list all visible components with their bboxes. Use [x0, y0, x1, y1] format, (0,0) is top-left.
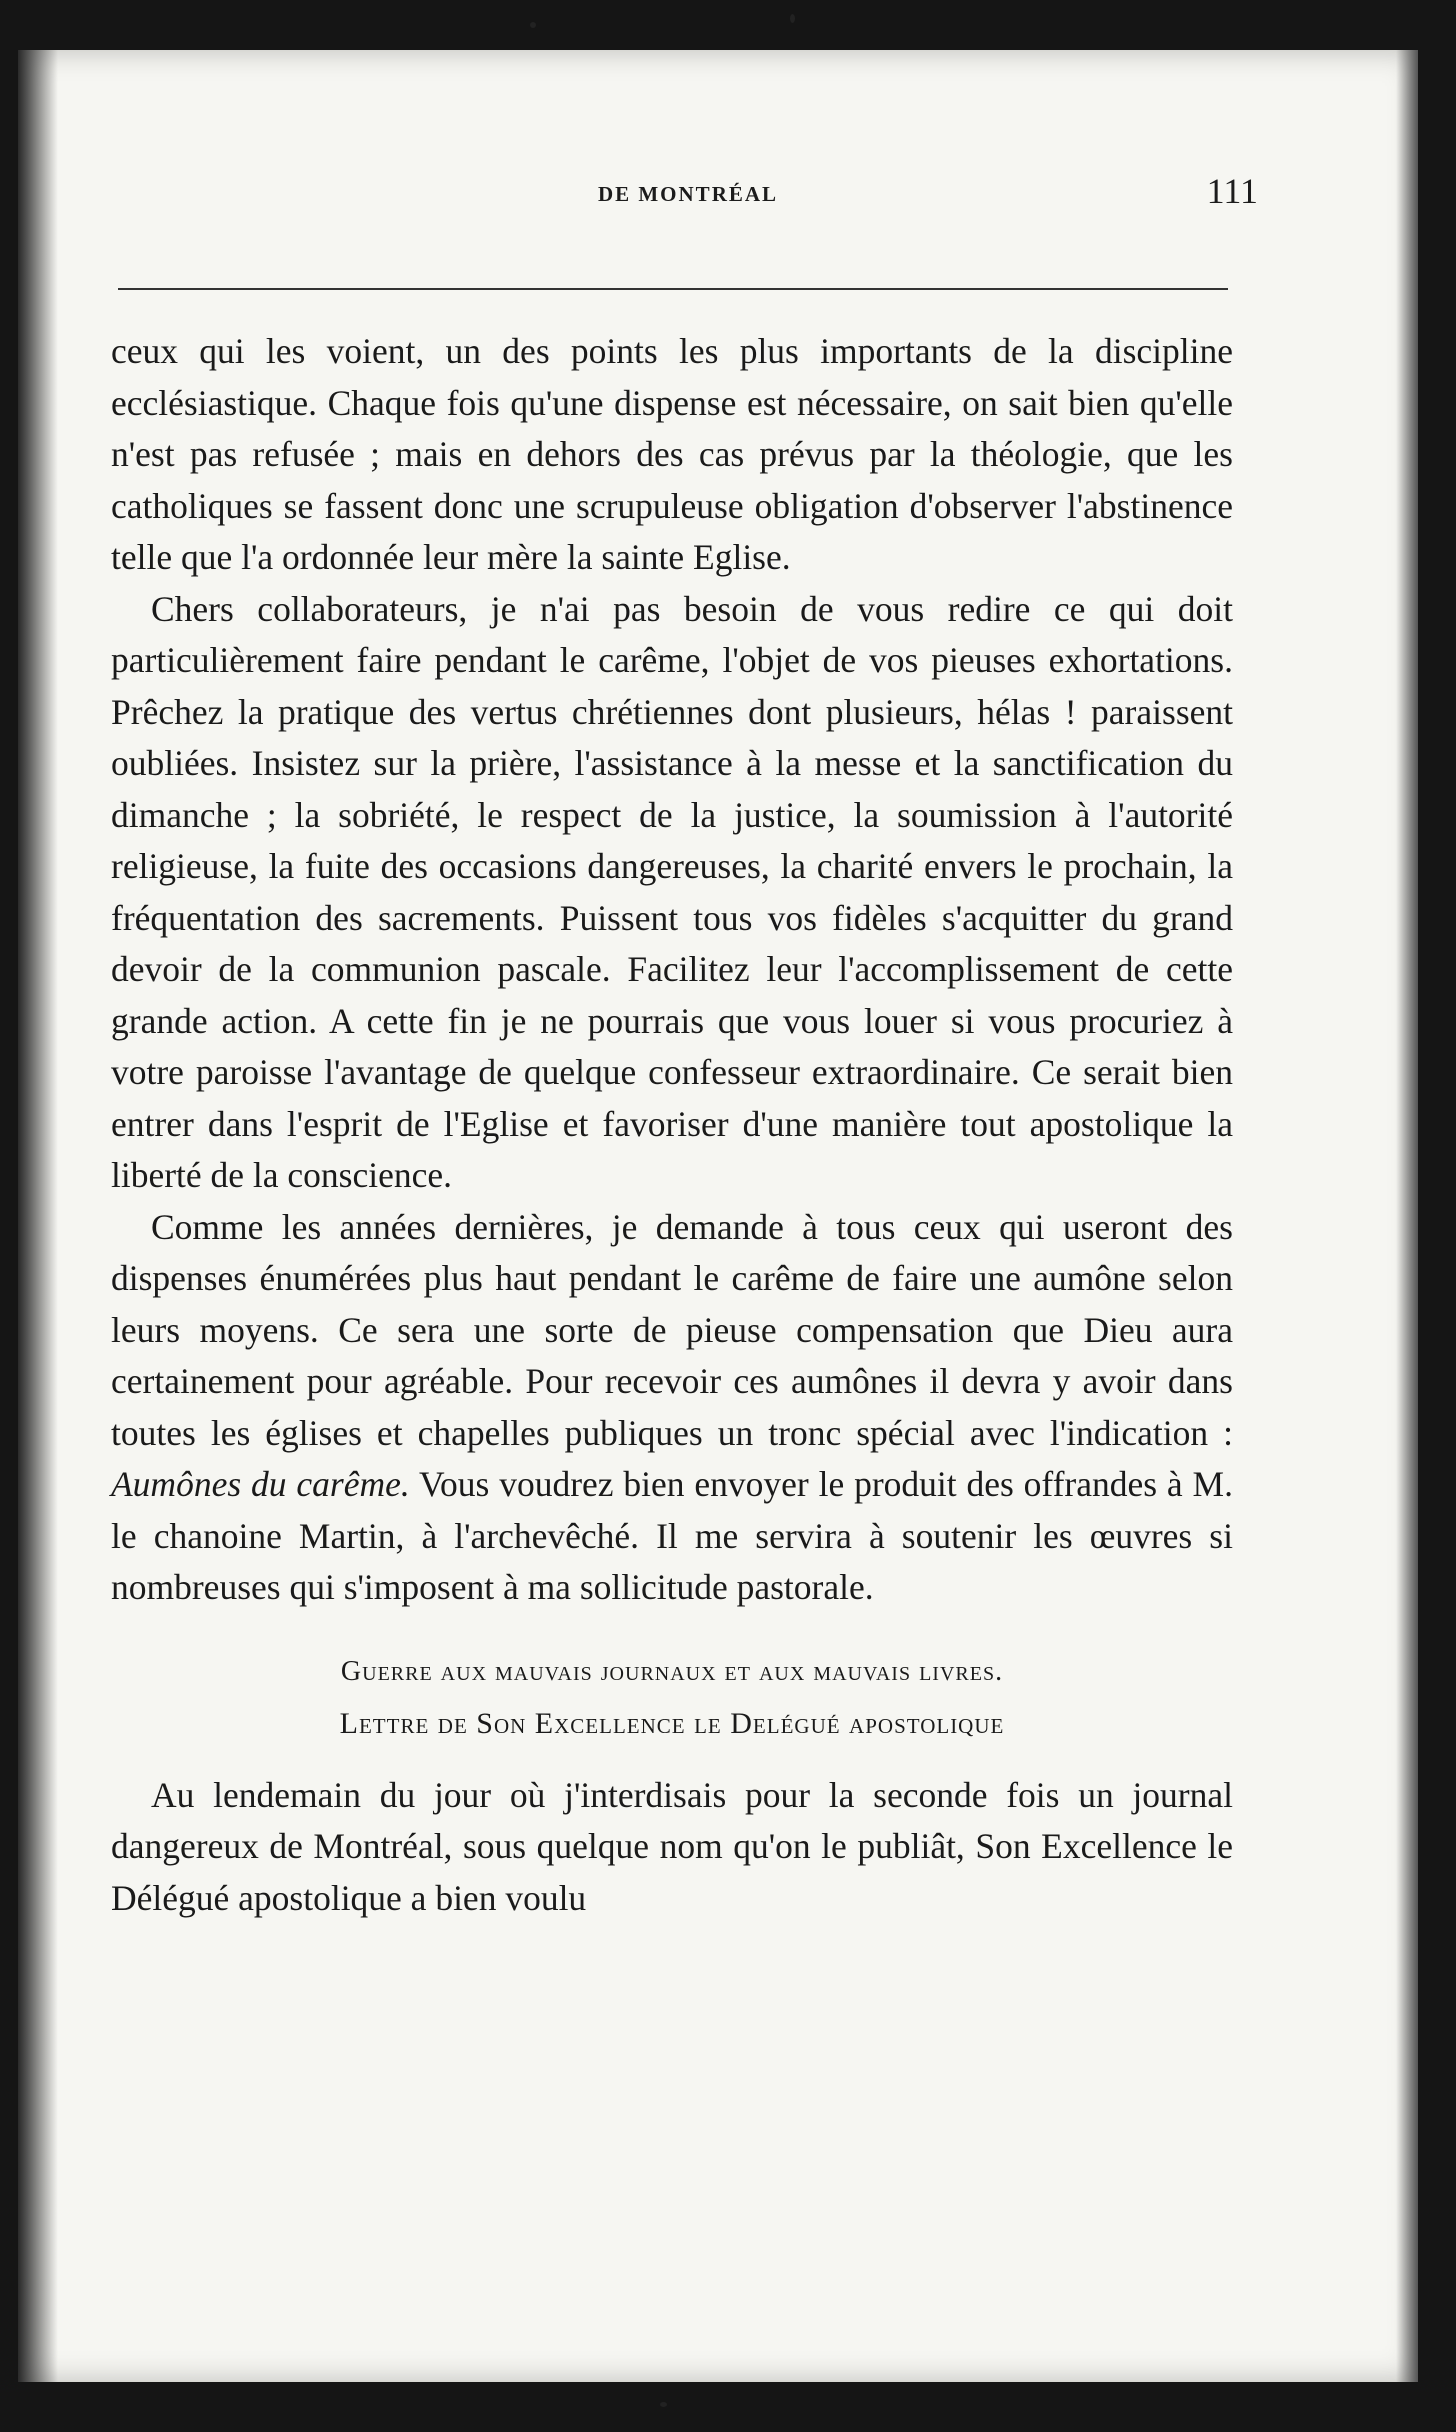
- binding-shadow: [18, 50, 58, 2382]
- running-header: [118, 170, 1258, 230]
- paragraph-2: Chers collaborateurs, je n'ai pas besoin de vous redire ce qui doit particulièrement faire pendant le carême, l'objet de vos pieuses exhortations. Prêchez la pratique des vertus chrétiennes dont plusieurs, hélas ! paraissent oubliées. Insistez sur la prière, l'assistance à la messe et la sanctification du dimanche ; la sobriété, le respect de la justice, la soumission à l'autorité religieuse, la fuite des occasions dangereuses, la charité envers le prochain, la fréquentation des sacrements. Puissent tous vos fidèles s'acquitter du grand devoir de la communion pascale. Facilitez leur l'accomplissement de cette grande action. A cette fin je ne pourrais que vous louer si vous procuriez à votre paroisse l'avantage de quelque confesseur extraordinaire. Ce serait bien entrer dans l'esprit de l'Eglise et favoriser d'une manière tout apostolique la liberté de la conscience.: [111, 588, 1233, 1195]
- scan-speck: [530, 22, 536, 28]
- section-heading: [111, 1646, 1233, 1750]
- paragraph-1: ceux qui les voient, un des points les plus importants de la discipline ecclésiastique. Chaque fois qu'une dispense est nécessaire, on sait bien qu'elle n'est pas refusée ; mais en dehors des cas prévus par la théologie, que les catholiques se fassent donc une scrupuleuse obligation d'observer l'abstinence telle que l'a ordonnée leur mère la sainte Eglise.: [111, 331, 1233, 577]
- header-rule: [118, 288, 1228, 290]
- paragraph-3: [111, 1202, 1233, 1614]
- running-title: DE MONTRÉAL: [597, 182, 779, 206]
- paragraph-3-text-before: Comme les années dernières, je demande à tous ceux qui useront des dispenses énumérées plus haut pendant le carême de faire une aumône selon leurs moyens. Ce sera une sorte de pieuse compensation que Dieu aura certainement pour agréable. Pour recevoir ces aumônes il devra y avoir dans toutes les églises et chapelles publiques un tronc spécial avec l'indication :: [111, 1206, 1233, 1453]
- page-number: 111: [1206, 171, 1258, 211]
- paragraph-3-text-after: Vous voudrez bien envoyer le produit des offrandes à M. le chanoine Martin, à l'archevêché. Il me servira à soutenir les œuvres si nombreuses qui s'imposent à ma sollicitude pastorale.: [111, 1464, 1233, 1607]
- body-text: [111, 326, 1233, 1924]
- paragraph-4: Au lendemain du jour où j'interdisais pour la seconde fois un journal dangereux de Montréal, sous quelque nom qu'on le publiât, Son Excellence le Délégué apostolique a bien voulu: [111, 1774, 1233, 1918]
- scan-speck: [790, 14, 795, 23]
- paragraph-3-italic: Aumônes du carême.: [111, 1464, 410, 1504]
- section-heading-line-1: Guerre aux mauvais journaux et aux mauvais livres.: [340, 1655, 1004, 1687]
- scan-speck: [660, 2402, 667, 2407]
- page-edge: [1396, 50, 1418, 2382]
- book-page: [18, 50, 1418, 2382]
- section-heading-line-2: Lettre de Son Excellence le Delégué apostolique: [339, 1706, 1005, 1740]
